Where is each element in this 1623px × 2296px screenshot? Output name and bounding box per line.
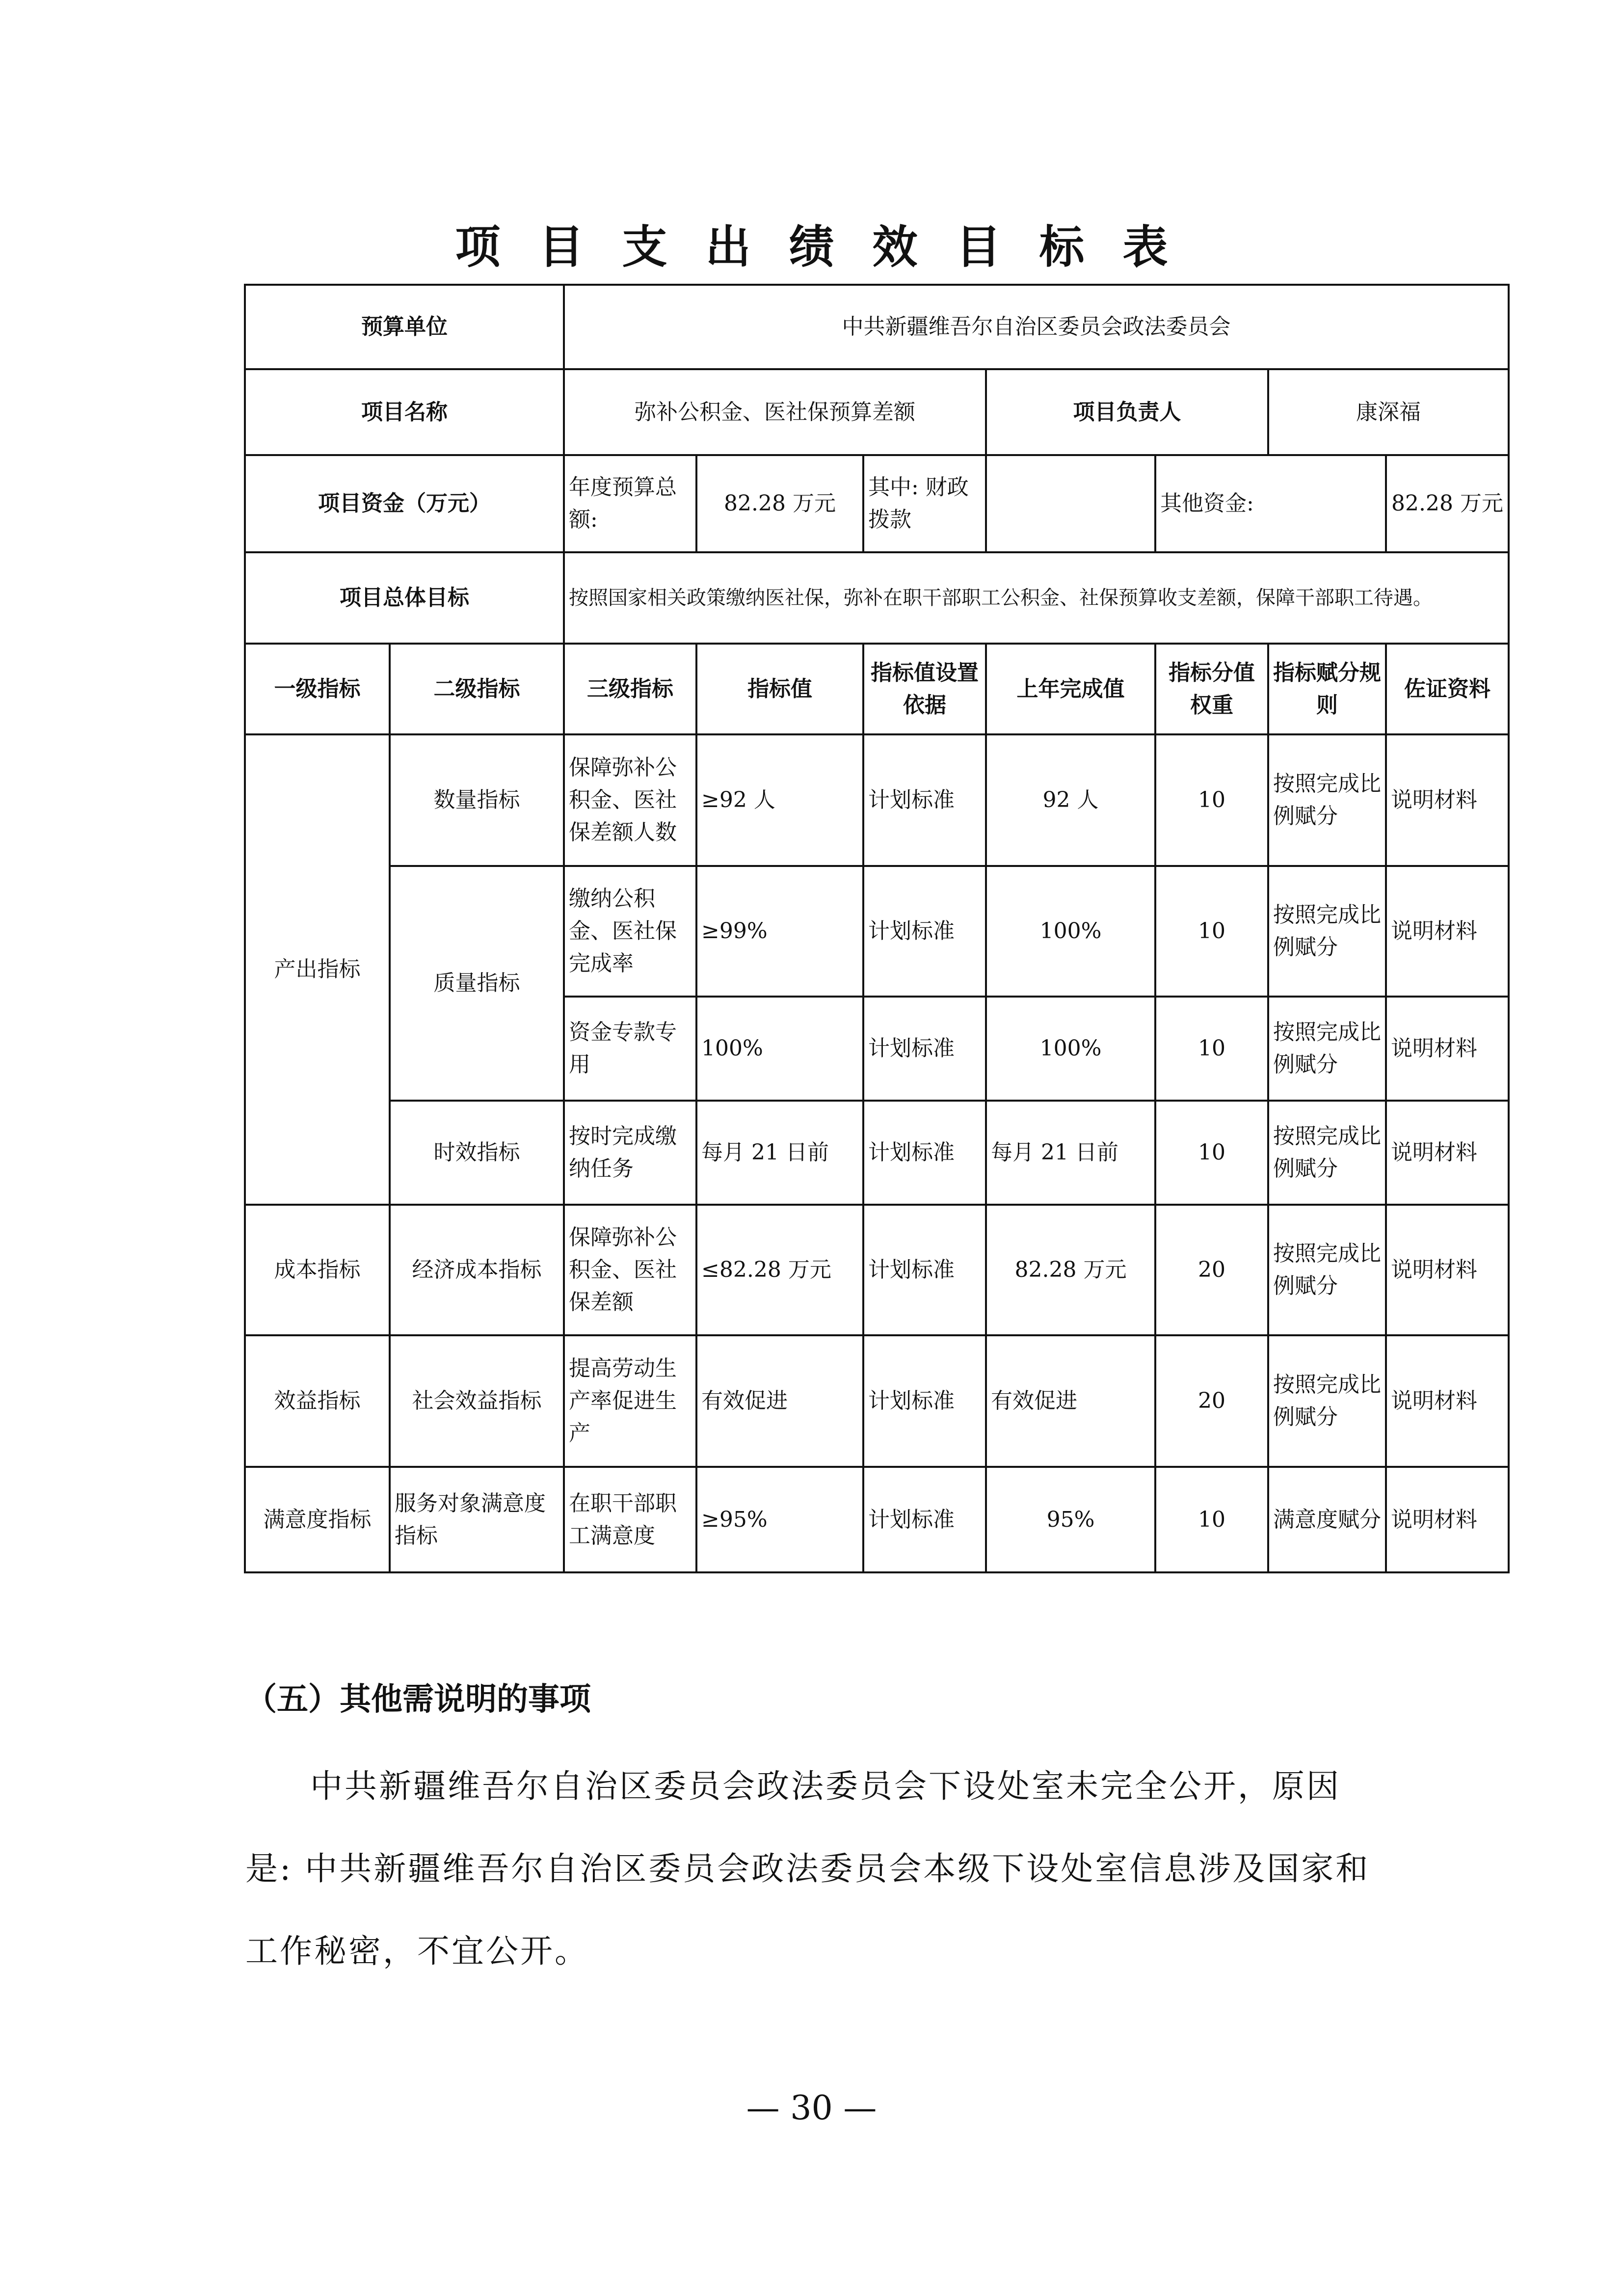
basis-cell: 计划标准 [863,866,986,997]
weight-cell: 10 [1155,734,1268,866]
header-basis: 指标值设置依据 [863,644,986,734]
table-row [245,1101,1509,1205]
header-value: 指标值 [696,644,863,734]
last-year-cell: 有效促进 [986,1335,1155,1467]
weight-cell: 10 [1155,1467,1268,1572]
rule-cell: 按照完成比例赋分 [1268,734,1386,866]
basis-cell: 计划标准 [863,1205,986,1335]
level2-cell: 服务对象满意度指标 [390,1467,564,1572]
header-evidence: 佐证资料 [1386,644,1509,734]
budget-unit-value: 中共新疆维吾尔自治区委员会政法委员会 [564,285,1509,369]
evidence-cell: 说明材料 [1386,866,1509,997]
last-year-cell: 82.28 万元 [986,1205,1155,1335]
header-rule: 指标赋分规则 [1268,644,1386,734]
level3-cell: 在职干部职工满意度 [564,1467,696,1572]
last-year-cell: 每月 21 日前 [986,1101,1155,1205]
evidence-cell: 说明材料 [1386,997,1509,1101]
header-last-year: 上年完成值 [986,644,1155,734]
header-weight: 指标分值权重 [1155,644,1268,734]
weight-cell: 10 [1155,997,1268,1101]
other-funds-label: 其他资金: [1155,455,1386,552]
fiscal-value [986,455,1155,552]
rule-cell: 按照完成比例赋分 [1268,866,1386,997]
basis-cell: 计划标准 [863,734,986,866]
evidence-cell: 说明材料 [1386,1205,1509,1335]
level3-cell: 缴纳公积金、医社保完成率 [564,866,696,997]
performance-target-table [244,284,1510,1573]
table-row [245,866,1509,997]
table-row [245,1205,1509,1335]
level3-cell: 提高劳动生产率促进生产 [564,1335,696,1467]
level2-cell: 经济成本指标 [390,1205,564,1335]
value-cell: ≥95% [696,1467,863,1572]
level3-cell: 保障弥补公积金、医社保差额人数 [564,734,696,866]
table-row [245,734,1509,866]
value-cell: ≥92 人 [696,734,863,866]
rule-cell: 按照完成比例赋分 [1268,997,1386,1101]
rule-cell: 按照完成比例赋分 [1268,1205,1386,1335]
last-year-cell: 100% [986,866,1155,997]
project-leader-value: 康深福 [1268,369,1509,455]
body-paragraph: 中共新疆维吾尔自治区委员会政法委员会下设处室未完全公开，原因是: 中共新疆维吾尔自治区委员会政法委员会本级下设处室信息涉及国家和工作秘密，不宜公开。 [245,1767,1370,1970]
section-heading: （五）其他需说明的事项 [245,1681,591,1718]
group-output: 产出指标 [245,734,390,1205]
page-number: — 30 — [746,2089,877,2128]
evidence-cell: 说明材料 [1386,1335,1509,1467]
level3-cell: 保障弥补公积金、医社保差额 [564,1205,696,1335]
rule-cell: 满意度赋分 [1268,1467,1386,1572]
last-year-cell: 92 人 [986,734,1155,866]
goal-label: 项目总体目标 [245,552,564,644]
evidence-cell: 说明材料 [1386,1101,1509,1205]
rule-cell: 按照完成比例赋分 [1268,1101,1386,1205]
table-row [245,1335,1509,1467]
value-cell: 100% [696,997,863,1101]
funds-label: 项目资金（万元） [245,455,564,552]
group-satisfaction: 满意度指标 [245,1467,390,1572]
goal-value: 按照国家相关政策缴纳医社保，弥补在职干部职工公积金、社保预算收支差额，保障干部职工待遇。 [564,552,1509,644]
value-cell: ≥99% [696,866,863,997]
project-name-value: 弥补公积金、医社保预算差额 [564,369,986,455]
table-row [245,1467,1509,1572]
group-benefit: 效益指标 [245,1335,390,1467]
level3-cell: 资金专款专用 [564,997,696,1101]
annual-budget-label: 年度预算总额: [564,455,696,552]
weight-cell: 20 [1155,1205,1268,1335]
basis-cell: 计划标准 [863,997,986,1101]
rule-cell: 按照完成比例赋分 [1268,1335,1386,1467]
last-year-cell: 100% [986,997,1155,1101]
basis-cell: 计划标准 [863,1335,986,1467]
weight-cell: 10 [1155,1101,1268,1205]
basis-cell: 计划标准 [863,1101,986,1205]
header-level3: 三级指标 [564,644,696,734]
header-level2: 二级指标 [390,644,564,734]
value-cell: 有效促进 [696,1335,863,1467]
budget-unit-label: 预算单位 [245,285,564,369]
basis-cell: 计划标准 [863,1467,986,1572]
annual-budget-value: 82.28 万元 [696,455,863,552]
project-name-label: 项目名称 [245,369,564,455]
level3-cell: 按时完成缴纳任务 [564,1101,696,1205]
other-funds-value: 82.28 万元 [1386,455,1509,552]
value-cell: 每月 21 日前 [696,1101,863,1205]
group-cost: 成本指标 [245,1205,390,1335]
header-level1: 一级指标 [245,644,390,734]
value-cell: ≤82.28 万元 [696,1205,863,1335]
weight-cell: 20 [1155,1335,1268,1467]
page-title: 项目支出绩效目标表 [455,221,1206,273]
level2-cell: 质量指标 [390,866,564,1101]
project-leader-label: 项目负责人 [986,369,1268,455]
last-year-cell: 95% [986,1467,1155,1572]
fiscal-label: 其中: 财政拨款 [863,455,986,552]
evidence-cell: 说明材料 [1386,1467,1509,1572]
weight-cell: 10 [1155,866,1268,997]
level2-cell: 时效指标 [390,1101,564,1205]
level2-cell: 社会效益指标 [390,1335,564,1467]
level2-cell: 数量指标 [390,734,564,866]
evidence-cell: 说明材料 [1386,734,1509,866]
